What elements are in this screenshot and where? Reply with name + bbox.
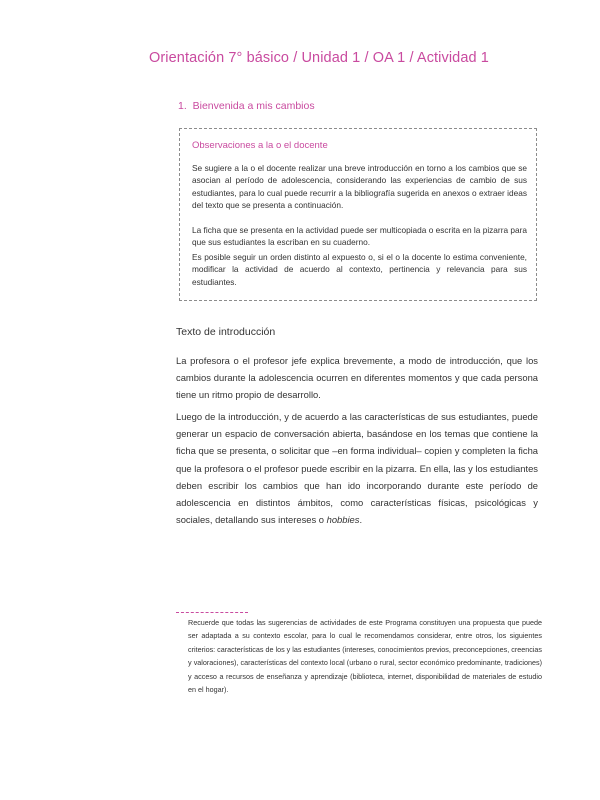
section-number: 1.: [178, 100, 187, 112]
footnote-text: Recuerde que todas las sugerencias de actividades de este Programa constituyen una propuesta que puede ser adaptada a su contexto escolar, para lo cual le recomendamos considerar, entre otros, los siguientes criterios: características de los y las estudiantes (intereses, conocimientos previos, preconcepciones, creencias y valoraciones), características del contexto local (urbano o rural, sector económico predominante, tradiciones) y acceso a recursos de enseñanza y aprendizaje (biblioteca, internet, disponibilidad de materiales de estudio en el hogar).: [188, 618, 542, 695]
intro-paragraph: [176, 408, 538, 528]
footnote-divider: [176, 612, 248, 613]
section-title: Bienvenida a mis cambios: [192, 100, 315, 112]
section-heading: [178, 100, 315, 112]
observation-paragraph: Es posible seguir un orden distinto al expuesto o, si el o la docente lo estima conveniente, modificar la actividad de acuerdo al contexto, pertinencia y relevancia para sus estudiantes.: [192, 252, 527, 287]
page-header-title: Orientación 7° básico / Unidad 1 / OA 1 / Actividad 1: [149, 50, 489, 66]
observation-paragraph: Se sugiere a la o el docente realizar una breve introducción en torno a los cambios que se asocian al período de adolescencia, considerando las experiencias de cambio de sus estudiantes, para lo cual puede recurrir a la bibliografía sugerida en anexos o extraer ideas del texto que se presenta a continuación.: [192, 163, 527, 211]
intro-paragraph-end: .: [359, 514, 363, 526]
observations-title: Observaciones a la o el docente: [192, 140, 328, 151]
intro-heading: Texto de introducción: [176, 326, 276, 338]
intro-paragraph: La profesora o el profesor jefe explica brevemente, a modo de introducción, que los cambios durante la adolescencia ocurren en diferentes momentos y que cada persona tiene un ritmo propio de desarrollo.: [176, 355, 538, 401]
teacher-observations-box: [179, 128, 537, 301]
intro-paragraph-main: Luego de la introducción, y de acuerdo a las características de sus estudiantes, puede generar un espacio de conversación abierta, basándose en los temas que contiene la ficha que se presenta, o solicitar que –en forma individual– copien y completen la ficha que la profesora o el profesor puede escribir en la pizarra. En ella, las y los estudiantes deben escribir los cambios que han ido incorporando durante este período de adolescencia en distintos ámbitos, como características físicas, psicológicas y sociales, detallando sus intereses o: [176, 411, 538, 526]
hobbies-italic: hobbies: [326, 514, 360, 526]
observation-paragraph: La ficha que se presenta en la actividad puede ser multicopiada o escrita en la pizarra para que sus estudiantes la escriban en su cuaderno.: [192, 225, 527, 248]
